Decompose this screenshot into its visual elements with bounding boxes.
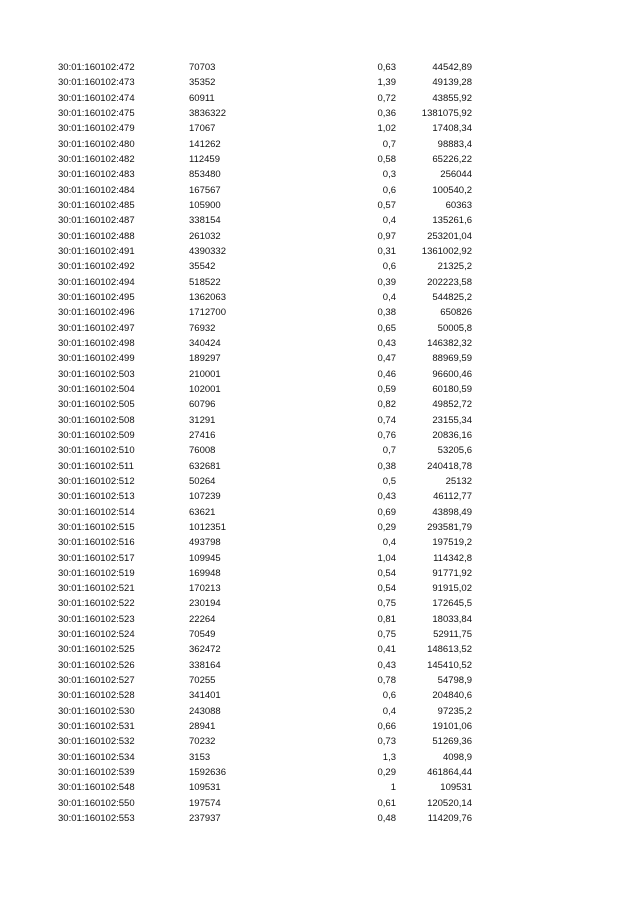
rate-cell: 0,38: [377, 460, 396, 472]
area-cell: 27416: [189, 429, 216, 441]
table-row: [0, 688, 640, 703]
rate-cell: 0,69: [377, 506, 396, 518]
area-cell: 169948: [189, 567, 221, 579]
value-cell: 43898,49: [432, 506, 472, 518]
value-cell: 44542,89: [432, 62, 472, 73]
rate-cell: 0,3: [382, 169, 396, 181]
value-cell: 21325,2: [437, 261, 472, 273]
value-cell: 25132: [445, 475, 472, 487]
cadastral-number-cell: 30:01:160102:531: [58, 721, 135, 733]
table-row: [0, 382, 640, 397]
table-row: [0, 780, 640, 795]
rate-cell: 0,73: [377, 736, 396, 748]
area-cell: 70703: [189, 62, 216, 73]
area-cell: 170213: [189, 583, 221, 595]
area-cell: 70255: [189, 675, 216, 687]
cadastral-number-cell: 30:01:160102:485: [58, 199, 135, 211]
table-row: [0, 167, 640, 182]
rate-cell: 0,4: [382, 215, 396, 227]
table-row: [0, 106, 640, 121]
area-cell: 35352: [189, 77, 216, 89]
rate-cell: 0,4: [382, 705, 396, 717]
rate-cell: 0,6: [382, 261, 396, 273]
rate-cell: 0,5: [382, 475, 396, 487]
table-row: [0, 443, 640, 458]
value-cell: 114209,76: [427, 813, 472, 825]
value-cell: 17408,34: [432, 123, 472, 135]
area-cell: 341401: [189, 690, 221, 702]
cadastral-number-cell: 30:01:160102:472: [58, 62, 135, 73]
area-cell: 112459: [189, 153, 220, 165]
value-cell: 60363: [445, 199, 472, 211]
table-row: [0, 321, 640, 336]
cadastral-number-cell: 30:01:160102:550: [58, 797, 135, 809]
rate-cell: 0,41: [377, 644, 396, 656]
area-cell: 76008: [189, 445, 216, 457]
value-cell: 293581,79: [427, 521, 472, 533]
cadastral-number-cell: 30:01:160102:512: [58, 475, 135, 487]
table-row: [0, 91, 640, 106]
cadastral-number-cell: 30:01:160102:516: [58, 537, 135, 549]
area-cell: 22264: [189, 613, 216, 625]
table-row: [0, 612, 640, 627]
table-row: [0, 719, 640, 734]
value-cell: 53205,6: [437, 445, 472, 457]
area-cell: 338164: [189, 659, 221, 671]
cadastral-number-cell: 30:01:160102:482: [58, 153, 135, 165]
rate-cell: 0,72: [377, 92, 396, 104]
value-cell: 54798,9: [437, 675, 472, 687]
cadastral-number-cell: 30:01:160102:503: [58, 368, 135, 380]
rate-cell: 0,59: [377, 383, 396, 395]
value-cell: 114342,8: [433, 552, 472, 564]
cadastral-number-cell: 30:01:160102:521: [58, 583, 135, 595]
cadastral-number-cell: 30:01:160102:487: [58, 215, 135, 227]
table-row: [0, 428, 640, 443]
cadastral-number-cell: 30:01:160102:528: [58, 690, 135, 702]
cadastral-number-cell: 30:01:160102:526: [58, 659, 135, 671]
rate-cell: 0,29: [377, 521, 396, 533]
value-cell: 544825,2: [432, 291, 472, 303]
table-row: [0, 229, 640, 244]
value-cell: 49852,72: [432, 399, 472, 411]
value-cell: 96600,46: [432, 368, 472, 380]
table-row: [0, 459, 640, 474]
table-row: [0, 551, 640, 566]
rate-cell: 0,29: [377, 767, 396, 779]
cadastral-number-cell: 30:01:160102:508: [58, 414, 135, 426]
cadastral-number-cell: 30:01:160102:524: [58, 629, 135, 641]
area-cell: 243088: [189, 705, 221, 717]
cadastral-number-cell: 30:01:160102:473: [58, 77, 135, 89]
area-cell: 230194: [189, 598, 221, 610]
value-cell: 145410,52: [427, 659, 472, 671]
cadastral-number-cell: 30:01:160102:483: [58, 169, 135, 181]
rate-cell: 0,63: [377, 62, 396, 73]
table-row: [0, 183, 640, 198]
cadastral-number-cell: 30:01:160102:511: [58, 460, 134, 472]
cadastral-number-cell: 30:01:160102:527: [58, 675, 135, 687]
area-cell: 105900: [189, 199, 221, 211]
table-row: [0, 121, 640, 136]
rate-cell: 1,04: [377, 552, 396, 564]
cadastral-number-cell: 30:01:160102:510: [58, 445, 135, 457]
cadastral-number-cell: 30:01:160102:474: [58, 92, 135, 104]
table-row: [0, 566, 640, 581]
area-cell: 261032: [189, 230, 221, 242]
value-cell: 204840,6: [432, 690, 472, 702]
rate-cell: 0,46: [377, 368, 396, 380]
value-cell: 120520,14: [427, 797, 472, 809]
table-row: [0, 275, 640, 290]
cadastral-number-cell: 30:01:160102:548: [58, 782, 135, 794]
rate-cell: 0,43: [377, 659, 396, 671]
cadastral-number-cell: 30:01:160102:553: [58, 813, 135, 825]
area-cell: 31291: [189, 414, 216, 426]
area-cell: 35542: [189, 261, 216, 273]
area-cell: 70549: [189, 629, 216, 641]
area-cell: 237937: [189, 813, 221, 825]
rate-cell: 0,43: [377, 337, 396, 349]
rate-cell: 0,75: [377, 629, 396, 641]
table-row: [0, 474, 640, 489]
rate-cell: 0,31: [377, 245, 396, 257]
table-row: [0, 137, 640, 152]
area-cell: 3836322: [189, 107, 226, 119]
value-cell: 49139,28: [432, 77, 472, 89]
rate-cell: 0,7: [382, 445, 396, 457]
table-row: [0, 152, 640, 167]
area-cell: 167567: [189, 184, 221, 196]
area-cell: 362472: [189, 644, 221, 656]
value-cell: 50005,8: [437, 322, 472, 334]
value-cell: 19101,06: [432, 721, 472, 733]
value-cell: 91915,02: [432, 583, 472, 595]
value-cell: 60180,59: [432, 383, 472, 395]
table-row: [0, 750, 640, 765]
value-cell: 20836,16: [432, 429, 472, 441]
rate-cell: 1,02: [377, 123, 396, 135]
value-cell: 148613,52: [427, 644, 472, 656]
area-cell: 197574: [189, 797, 221, 809]
area-cell: 109945: [189, 552, 221, 564]
cadastral-number-cell: 30:01:160102:522: [58, 598, 135, 610]
table-row: [0, 367, 640, 382]
value-cell: 100540,2: [432, 184, 472, 196]
value-cell: 256044: [440, 169, 472, 181]
table-row: [0, 581, 640, 596]
value-cell: 240418,78: [427, 460, 472, 472]
rate-cell: 0,65: [377, 322, 396, 334]
cadastral-number-cell: 30:01:160102:479: [58, 123, 135, 135]
rate-cell: 0,47: [377, 353, 396, 365]
cadastral-number-cell: 30:01:160102:475: [58, 107, 135, 119]
value-cell: 461864,44: [427, 767, 472, 779]
table-row: [0, 520, 640, 535]
rate-cell: 0,76: [377, 429, 396, 441]
cadastral-number-cell: 30:01:160102:491: [58, 245, 135, 257]
rate-cell: 0,97: [377, 230, 396, 242]
rate-cell: 0,36: [377, 107, 396, 119]
cadastral-number-cell: 30:01:160102:534: [58, 751, 135, 763]
area-cell: 210001: [189, 368, 221, 380]
area-cell: 340424: [189, 337, 221, 349]
cadastral-number-cell: 30:01:160102:509: [58, 429, 135, 441]
cadastral-number-cell: 30:01:160102:532: [58, 736, 135, 748]
rate-cell: 0,6: [382, 690, 396, 702]
rate-cell: 0,82: [377, 399, 396, 411]
cadastral-number-cell: 30:01:160102:517: [58, 552, 135, 564]
value-cell: 650826: [440, 307, 472, 319]
rate-cell: 1,3: [382, 751, 396, 763]
rate-cell: 0,4: [382, 291, 396, 303]
rate-cell: 0,48: [377, 813, 396, 825]
value-cell: 253201,04: [427, 230, 472, 242]
table-row: [0, 765, 640, 780]
cadastral-number-cell: 30:01:160102:513: [58, 491, 135, 503]
value-cell: 135261,6: [432, 215, 472, 227]
table-row: [0, 642, 640, 657]
cadastral-number-cell: 30:01:160102:504: [58, 383, 135, 395]
rate-cell: 0,58: [377, 153, 396, 165]
value-cell: 43855,92: [432, 92, 472, 104]
area-cell: 1362063: [189, 291, 226, 303]
rate-cell: 0,54: [377, 583, 396, 595]
value-cell: 98883,4: [437, 138, 472, 150]
table-row: [0, 704, 640, 719]
area-cell: 102001: [189, 383, 221, 395]
cadastral-number-cell: 30:01:160102:494: [58, 276, 135, 288]
area-cell: 28941: [189, 721, 216, 733]
area-cell: 1592636: [189, 767, 226, 779]
cadastral-number-cell: 30:01:160102:499: [58, 353, 135, 365]
cadastral-number-cell: 30:01:160102:496: [58, 307, 135, 319]
value-cell: 65226,22: [432, 153, 472, 165]
rate-cell: 0,61: [377, 797, 396, 809]
data-table: [0, 60, 640, 826]
area-cell: 60911: [189, 92, 215, 104]
cadastral-number-cell: 30:01:160102:480: [58, 138, 135, 150]
area-cell: 76932: [189, 322, 216, 334]
cadastral-number-cell: 30:01:160102:525: [58, 644, 135, 656]
cadastral-number-cell: 30:01:160102:488: [58, 230, 135, 242]
table-row: [0, 658, 640, 673]
cadastral-number-cell: 30:01:160102:495: [58, 291, 135, 303]
cadastral-number-cell: 30:01:160102:515: [58, 521, 135, 533]
table-row: [0, 596, 640, 611]
table-row: [0, 413, 640, 428]
rate-cell: 0,39: [377, 276, 396, 288]
rate-cell: 0,78: [377, 675, 396, 687]
area-cell: 109531: [189, 782, 221, 794]
table-row: [0, 244, 640, 259]
area-cell: 338154: [189, 215, 221, 227]
value-cell: 1361002,92: [421, 245, 472, 257]
table-row: [0, 213, 640, 228]
area-cell: 141262: [189, 138, 221, 150]
value-cell: 1381075,92: [421, 107, 472, 119]
area-cell: 518522: [189, 276, 221, 288]
rate-cell: 1: [390, 782, 396, 794]
table-row: [0, 75, 640, 90]
rate-cell: 0,43: [377, 491, 396, 503]
value-cell: 172645,5: [432, 598, 472, 610]
cadastral-number-cell: 30:01:160102:519: [58, 567, 135, 579]
area-cell: 60796: [189, 399, 216, 411]
rate-cell: 0,6: [382, 184, 396, 196]
area-cell: 1012351: [189, 521, 226, 533]
area-cell: 70232: [189, 736, 216, 748]
table-row: [0, 259, 640, 274]
table-row: [0, 290, 640, 305]
cadastral-number-cell: 30:01:160102:514: [58, 506, 135, 518]
value-cell: 202223,58: [427, 276, 472, 288]
cadastral-number-cell: 30:01:160102:530: [58, 705, 135, 717]
cadastral-number-cell: 30:01:160102:539: [58, 767, 135, 779]
table-row: [0, 489, 640, 504]
value-cell: 197519,2: [432, 537, 472, 549]
rate-cell: 0,75: [377, 598, 396, 610]
area-cell: 493798: [189, 537, 221, 549]
table-row: [0, 60, 640, 75]
rate-cell: 0,38: [377, 307, 396, 319]
cadastral-number-cell: 30:01:160102:484: [58, 184, 135, 196]
rate-cell: 0,57: [377, 199, 396, 211]
area-cell: 4390332: [189, 245, 226, 257]
value-cell: 23155,34: [432, 414, 472, 426]
value-cell: 18033,84: [432, 613, 472, 625]
table-row: [0, 336, 640, 351]
rate-cell: 0,54: [377, 567, 396, 579]
value-cell: 46112,77: [433, 491, 472, 503]
rate-cell: 0,4: [382, 537, 396, 549]
value-cell: 97235,2: [437, 705, 472, 717]
cadastral-number-cell: 30:01:160102:523: [58, 613, 135, 625]
value-cell: 91771,92: [432, 567, 472, 579]
value-cell: 109531: [440, 782, 472, 794]
table-row: [0, 796, 640, 811]
table-row: [0, 351, 640, 366]
area-cell: 189297: [189, 353, 221, 365]
table-row: [0, 673, 640, 688]
table-row: [0, 198, 640, 213]
area-cell: 50264: [189, 475, 216, 487]
table-row: [0, 627, 640, 642]
rate-cell: 1,39: [377, 77, 396, 89]
value-cell: 146382,32: [427, 337, 472, 349]
area-cell: 632681: [189, 460, 221, 472]
area-cell: 107239: [189, 491, 221, 503]
table-row: [0, 505, 640, 520]
area-cell: 853480: [189, 169, 221, 181]
value-cell: 4098,9: [442, 751, 472, 763]
table-row: [0, 305, 640, 320]
rate-cell: 0,74: [377, 414, 396, 426]
table-row: [0, 811, 640, 826]
cadastral-number-cell: 30:01:160102:498: [58, 337, 135, 349]
cadastral-number-cell: 30:01:160102:505: [58, 399, 135, 411]
rate-cell: 0,7: [382, 138, 396, 150]
table-row: [0, 734, 640, 749]
cadastral-number-cell: 30:01:160102:497: [58, 322, 135, 334]
cadastral-number-cell: 30:01:160102:492: [58, 261, 135, 273]
table-row: [0, 397, 640, 412]
area-cell: 3153: [189, 751, 211, 763]
area-cell: 17067: [189, 123, 216, 135]
area-cell: 1712700: [189, 307, 226, 319]
area-cell: 63621: [189, 506, 216, 518]
table-row: [0, 535, 640, 550]
rate-cell: 0,81: [377, 613, 396, 625]
value-cell: 88969,59: [432, 353, 472, 365]
value-cell: 52911,75: [433, 629, 472, 641]
value-cell: 51269,36: [432, 736, 472, 748]
rate-cell: 0,66: [377, 721, 396, 733]
